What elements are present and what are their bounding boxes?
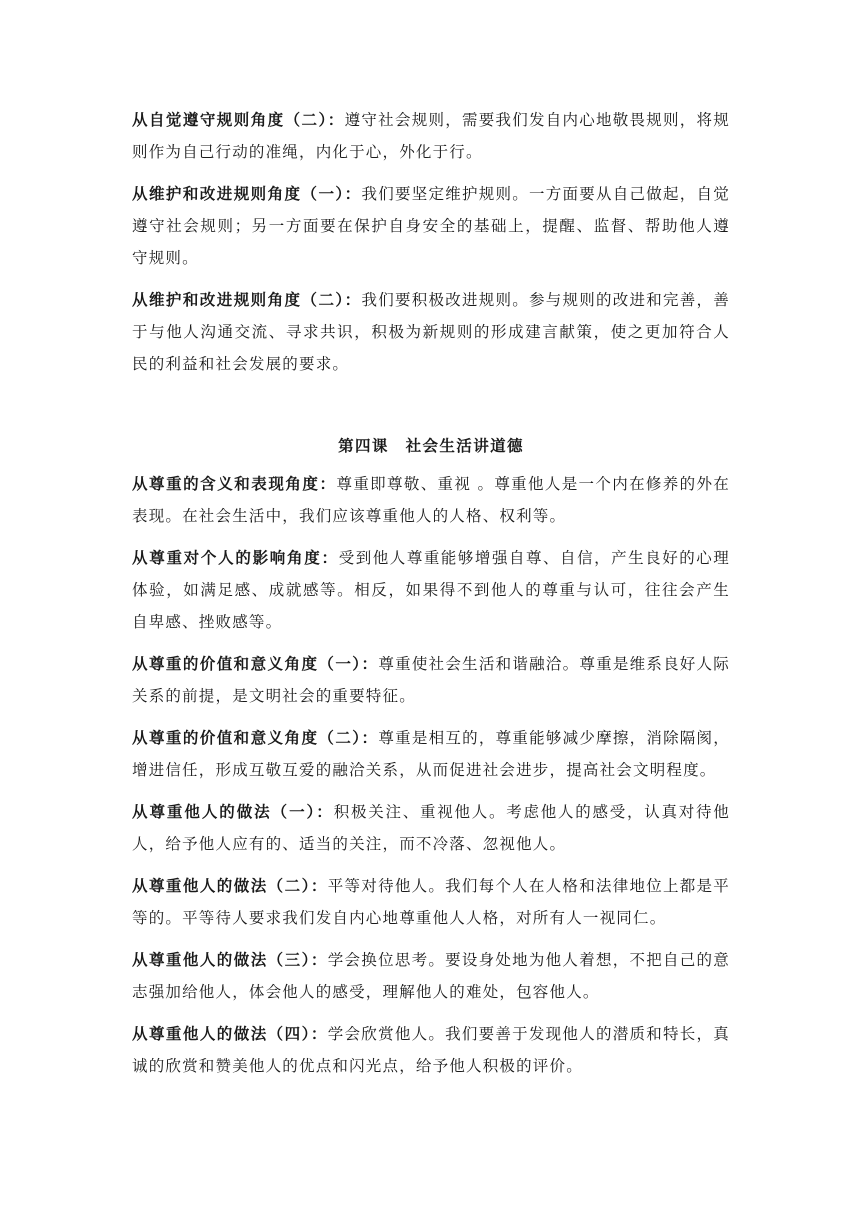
paragraph-lead: 从维护和改进规则角度（二）： bbox=[132, 291, 362, 309]
paragraph-text: 尊重使社会生活和谐融洽。尊重是维系良好人际关系的前提，是文明社会的重要特征。 bbox=[132, 655, 730, 705]
paragraph-lead: 从尊重的价值和意义角度（一）： bbox=[132, 655, 379, 673]
paragraph-lead: 从尊重他人的做法（二）： bbox=[132, 877, 328, 895]
paragraph-text: 平等对待他人。我们每个人在人格和法律地位上都是平等的。平等待人要求我们发自内心地尊重他人人格，对所有人一视同仁。 bbox=[132, 877, 730, 927]
paragraph-text: 尊重是相互的，尊重能够减少摩擦，消除隔阂，增进信任，形成互敬互爱的融洽关系，从而促进社会进步，提高社会文明程度。 bbox=[132, 729, 730, 779]
paragraph-text: 尊重即尊敬、重视 。尊重他人是一个内在修养的外在表现。在社会生活中，我们应该尊重他人的人格、权利等。 bbox=[132, 475, 730, 525]
paragraph-respect-method-2 bbox=[132, 870, 730, 934]
paragraph-lead: 从尊重的价值和意义角度（二）： bbox=[132, 729, 379, 747]
paragraph-text: 我们要坚定维护规则。一方面要从自己做起，自觉遵守社会规则；另一方面要在保护自身安全的基础上，提醒、监督、帮助他人遵守规则。 bbox=[132, 185, 730, 267]
document-page bbox=[132, 104, 730, 1092]
paragraph-lead: 从尊重他人的做法（一）： bbox=[132, 803, 334, 821]
paragraph-respect-value-1 bbox=[132, 648, 730, 712]
paragraph-rules-obey-2 bbox=[132, 104, 730, 168]
paragraph-lead: 从尊重对个人的影响角度： bbox=[132, 549, 339, 567]
lesson-title: 第四课 社会生活讲道德 bbox=[338, 437, 524, 455]
paragraph-lead: 从维护和改进规则角度（一）： bbox=[132, 185, 362, 203]
paragraph-text: 遵守社会规则，需要我们发自内心地敬畏规则，将规则作为自己行动的准绳，内化于心，外化于行。 bbox=[132, 111, 730, 161]
paragraph-lead: 从尊重他人的做法（三）： bbox=[132, 951, 328, 969]
paragraph-respect-method-4 bbox=[132, 1018, 730, 1082]
paragraph-lead: 从尊重他人的做法（四）： bbox=[132, 1025, 328, 1043]
paragraph-respect-method-1 bbox=[132, 796, 730, 860]
paragraph-text: 受到他人尊重能够增强自尊、自信，产生良好的心理体验，如满足感、成就感等。相反，如果得不到他人的尊重与认可，往往会产生自卑感、挫败感等。 bbox=[132, 549, 730, 631]
paragraph-text: 积极关注、重视他人。考虑他人的感受，认真对待他人，给予他人应有的、适当的关注，而不冷落、忽视他人。 bbox=[132, 803, 730, 853]
paragraph-respect-meaning bbox=[132, 468, 730, 532]
paragraph-rules-maintain-1 bbox=[132, 178, 730, 274]
paragraph-respect-value-2 bbox=[132, 722, 730, 786]
paragraph-lead: 从尊重的含义和表现角度： bbox=[132, 475, 337, 493]
section-spacer bbox=[132, 390, 730, 430]
paragraph-respect-impact bbox=[132, 542, 730, 638]
paragraph-text: 我们要积极改进规则。参与规则的改进和完善，善于与他人沟通交流、寻求共识，积极为新规则的形成建言献策，使之更加符合人民的利益和社会发展的要求。 bbox=[132, 291, 730, 373]
paragraph-rules-maintain-2 bbox=[132, 284, 730, 380]
paragraph-lead: 从自觉遵守规则角度（二）： bbox=[132, 111, 345, 129]
paragraph-text: 学会换位思考。要设身处地为他人着想，不把自己的意志强加给他人，体会他人的感受，理解他人的难处，包容他人。 bbox=[132, 951, 730, 1001]
paragraph-text: 学会欣赏他人。我们要善于发现他人的潜质和特长，真诚的欣赏和赞美他人的优点和闪光点，给予他人积极的评价。 bbox=[132, 1025, 730, 1075]
paragraph-respect-method-3 bbox=[132, 944, 730, 1008]
